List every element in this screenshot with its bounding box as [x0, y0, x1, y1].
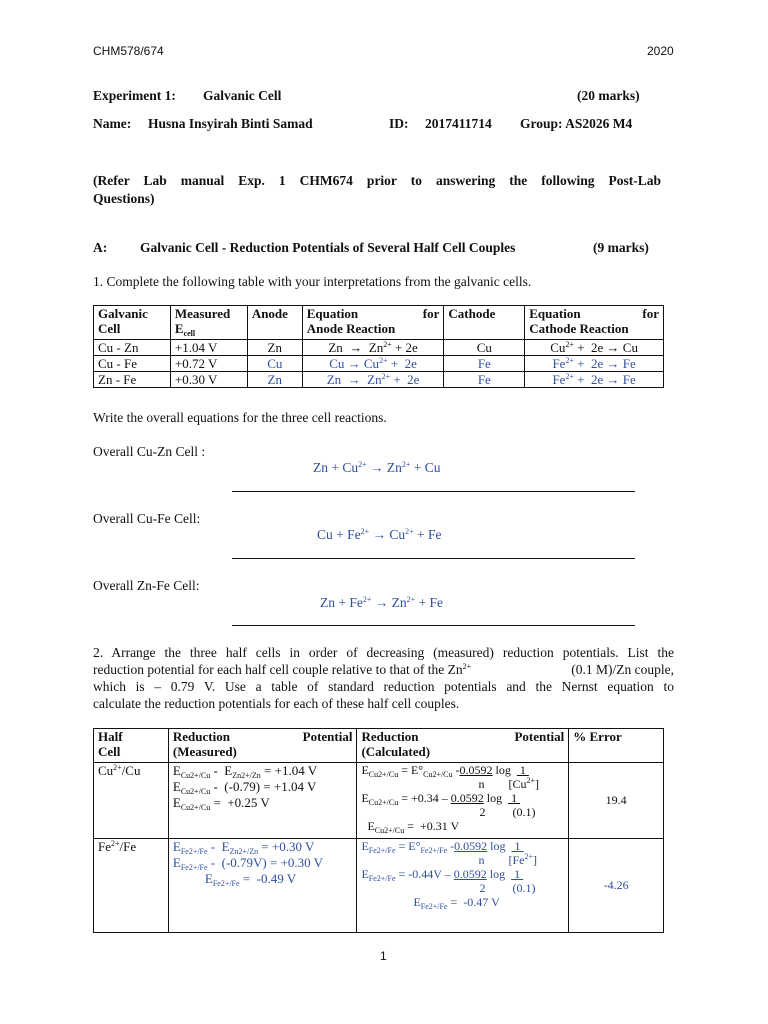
answer-line [232, 625, 635, 626]
section-title: Galvanic Cell - Reduction Potentials of Several Half Cell Couples [140, 240, 516, 255]
measured-potential: $E_{Fe2+/Fe} - E_{Zn2+/Zn} = +0.30$ V $E_{Fe2+/Fe} - (-0.79V) = +0.30$ V $E_{Fe2+/Fe} = -0.49$ V [168, 839, 357, 933]
reduction-potential-table [93, 728, 664, 933]
cell-potential: +0.30 V [170, 372, 247, 388]
cell-potential: +1.04 V [170, 340, 247, 356]
cell-name: Zn - Fe [94, 372, 171, 388]
cathode: Fe [444, 356, 525, 372]
overall-zn-fe-label: Overall Zn-Fe Cell: [93, 578, 200, 593]
header-cathode: Cathode [444, 306, 525, 340]
experiment-label: Experiment 1: [93, 88, 176, 103]
id-label: ID: [389, 116, 409, 131]
header-anode-equation: Equation for Anode Reaction [302, 306, 444, 340]
overall-cu-fe-equation: $Cu + Fe^{2+} \to Cu^{2+} + Fe$ [317, 527, 442, 542]
calculated-potential: $E_{Fe2+/Fe} = E^\circ_{Fe2+/Fe}$ -0.0592 log 1 n $[Fe^{2+}]$ $E_{Fe2+/Fe} = -0.44V - 0.0592$ log 1 2 (0.1) $E_{Fe2+/Fe} = -0.47$ V [357, 839, 569, 933]
header-calculated: Reduction Potential (Calculated) [357, 729, 569, 763]
anode: Zn [247, 372, 302, 388]
refer-line-1: (Refer Lab manual Exp. 1 CHM674 prior to answering the following Post-Lab [93, 173, 661, 188]
cathode: Cu [444, 340, 525, 356]
cathode: Fe [444, 372, 525, 388]
table-header-row [94, 306, 664, 340]
header-galvanic-cell: Galvanic Cell [94, 306, 171, 340]
cathode-equation: $Fe^{2+} + 2e \to Fe$ [525, 356, 664, 372]
half-cell: $Fe^{2+}/Fe$ [94, 839, 169, 933]
cell-potential: +0.72 V [170, 356, 247, 372]
header-error: % Error [569, 729, 664, 763]
header-half-cell: Half Cell [94, 729, 169, 763]
question-2-line-2: reduction potential for each half cell couple relative to that of the $Zn^{2+}$ (0.1 M)/Zn couple, [93, 662, 674, 677]
table-row [94, 763, 664, 839]
table-row [94, 340, 664, 356]
course-code: CHM578/674 [93, 44, 164, 58]
section-letter: A: [93, 240, 108, 255]
half-cell: $Cu^{2+}/Cu$ [94, 763, 169, 839]
percent-error: 19.4 [569, 763, 664, 839]
table-header-row [94, 729, 664, 763]
year: 2020 [647, 44, 674, 58]
overall-zn-fe-equation: $Zn + Fe^{2+} \to Zn^{2+} + Fe$ [320, 595, 444, 610]
answer-line [232, 558, 635, 559]
cathode-equation: $Cu^{2+} + 2e \to Cu$ [525, 340, 664, 356]
header-measured: Reduction Potential (Measured) [168, 729, 357, 763]
experiment-name: Galvanic Cell [203, 88, 282, 103]
student-name: Husna Insyirah Binti Samad [148, 116, 313, 131]
answer-line [232, 491, 635, 492]
overall-instruction: Write the overall equations for the three cell reactions. [93, 410, 387, 425]
cell-name: Cu - Fe [94, 356, 171, 372]
table-row [94, 839, 664, 933]
question-2-line-3: which is – 0.79 V. Use a table of standard reduction potentials and the Nernst equation to [93, 679, 674, 694]
anode-equation: $Cu \to Cu^{2+} + 2e$ [302, 356, 444, 372]
refer-line-2: Questions) [93, 191, 155, 206]
experiment-marks: (20 marks) [577, 88, 640, 103]
table-row [94, 372, 664, 388]
calculated-potential: $E_{Cu2+/Cu} = E^\circ_{Cu2+/Cu}$ -0.0592 log 1 n $[Cu^{2+}]$ $E_{Cu2+/Cu} = +0.34 - 0.0592$ log 1 2 (0.1) $E_{Cu2+/Cu} = +0.31$ V [357, 763, 569, 839]
overall-cu-fe-label: Overall Cu-Fe Cell: [93, 511, 201, 526]
cell-name: Cu - Zn [94, 340, 171, 356]
overall-cu-zn-equation: $Zn + Cu^{2+} \to Zn^{2+} + Cu$ [313, 460, 441, 475]
question-2-line-1: 2. Arrange the three half cells in order of decreasing (measured) reduction potentials. List the [93, 645, 674, 660]
anode-equation: $Zn \to Zn^{2+} + 2e$ [302, 372, 444, 388]
page-number: 1 [380, 949, 387, 963]
section-marks: (9 marks) [593, 240, 649, 255]
question-1: 1. Complete the following table with your interpretations from the galvanic cells. [93, 274, 532, 289]
student-group: Group: AS2026 M4 [520, 116, 633, 131]
question-2-line-4: calculate the reduction potentials for each of these half cell couples. [93, 696, 460, 711]
student-id: 2017411714 [425, 116, 492, 131]
table-row [94, 356, 664, 372]
anode-equation: $Zn \to Zn^{2+} + 2e$ [302, 340, 444, 356]
anode: Cu [247, 356, 302, 372]
overall-cu-zn-label: Overall Cu-Zn Cell : [93, 444, 206, 459]
percent-error: -4.26 [569, 839, 664, 933]
header-cathode-equation: Equation for Cathode Reaction [525, 306, 664, 340]
header-measured: Measured $E_{cell}$ [170, 306, 247, 340]
header-anode: Anode [247, 306, 302, 340]
cathode-equation: $Fe^{2+} + 2e \to Fe$ [525, 372, 664, 388]
anode: Zn [247, 340, 302, 356]
galvanic-cell-table [93, 305, 664, 388]
name-label: Name: [93, 116, 132, 131]
measured-potential: $E_{Cu2+/Cu} - E_{Zn2+/Zn} = +1.04$ V $E_{Cu2+/Cu} - (-0.79) = +1.04$ V $E_{Cu2+/Cu} = +0.25$ V [168, 763, 357, 839]
